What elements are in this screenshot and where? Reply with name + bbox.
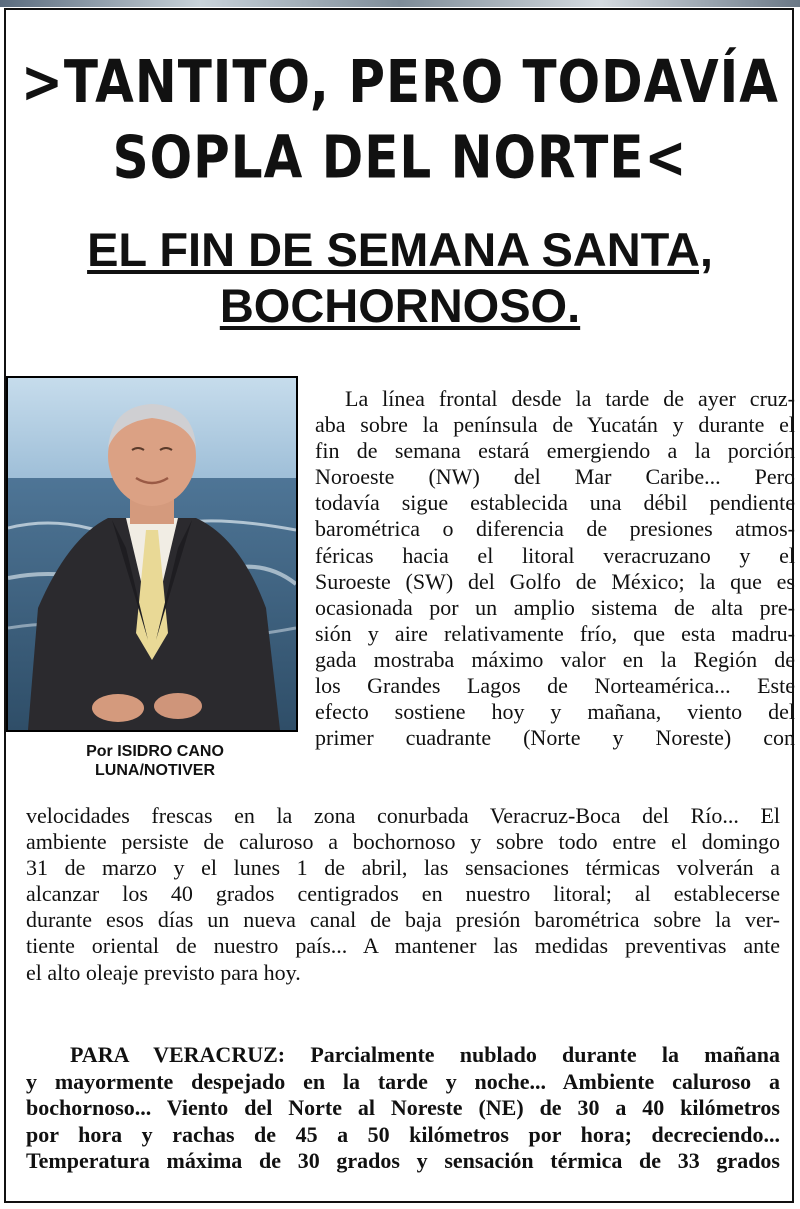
text-line: ambiente persiste de caluroso a bochornoso y sobre todo entre el domingo [26,829,780,855]
text-line: bochornoso... Viento del Norte al Noreste (NE) de 30 a 40 kilómetros [26,1095,780,1121]
article-body-full-width [26,803,780,986]
text-line: Noroeste (NW) del Mar Caribe... Pero [315,464,795,490]
author-photo [6,376,298,732]
headline-line-1: EL FIN DE SEMANA SANTA, [87,223,713,276]
text-line: alcanzar los 40 grados centigrados en nuestro litoral; al establecerse [26,881,780,907]
text-line: ocasionada por un amplio sistema de alta pre- [315,594,795,620]
text-line: La línea frontal desde la tarde de ayer cruz- [345,386,795,411]
main-headline [0,222,800,334]
text-line: gada mostraba máximo valor en la Región de [315,646,795,672]
article-body-right-column [315,386,795,751]
text-line: barométrica o diferencia de presiones atmos- [315,516,795,542]
kicker-line-2: SOPLA DEL NORTE< [112,123,688,192]
headline-line-2: BOCHORNOSO. [219,279,581,332]
kicker-line-1: >TANTITO, PERO TODAVÍA [21,47,779,116]
text-line: efecto sostiene hoy y mañana, viento del [315,699,795,725]
text-line: PARA VERACRUZ: Parcialmente nublado durante la mañana [70,1042,780,1067]
text-line: aba sobre la península de Yucatán y durante el [315,412,795,438]
text-line: velocidades frescas en la zona conurbada Veracruz-Boca del Río... El [26,803,780,828]
text-line: todavía sigue establecida una débil pendiente [315,490,795,516]
text-line: féricas hacia el litoral veracruzano y el [315,542,795,568]
text-line: fin de semana estará emergiendo a la porción [315,438,795,464]
text-line: Suroeste (SW) del Golfo de México; la que es [315,568,795,594]
top-photo-strip [0,0,800,7]
text-line: el alto oleaje previsto para hoy. [26,959,301,985]
text-line: por hora y rachas de 45 a 50 kilómetros por hora; decreciendo... [26,1121,780,1147]
text-line: sión y aire relativamente frío, que esta madru- [315,620,795,646]
text-line: 31 de marzo y el lunes 1 de abril, las sensaciones térmicas volverán a [26,855,780,881]
author-byline [0,742,310,780]
kicker-headline [0,44,800,195]
text-line: durante esos días un nueva canal de baja presión barométrica sobre la ver- [26,907,780,933]
text-line: primer cuadrante (Norte y Noreste) con [315,725,795,751]
text-line: tiente oriental de nuestro país... A mantener las medidas preventivas ante [26,933,780,959]
byline-line-1: Por ISIDRO CANO [86,743,224,760]
text-line: y mayormente despejado en la tarde y noche... Ambiente caluroso a [26,1068,780,1094]
forecast-paragraph [26,1042,780,1175]
author-portrait-image [8,378,296,730]
byline-line-2: LUNA/NOTIVER [95,762,215,779]
text-line: los Grandes Lagos de Norteamérica... Este [315,673,795,699]
text-line: Temperatura máxima de 30 grados y sensación térmica de 33 grados [26,1148,780,1174]
